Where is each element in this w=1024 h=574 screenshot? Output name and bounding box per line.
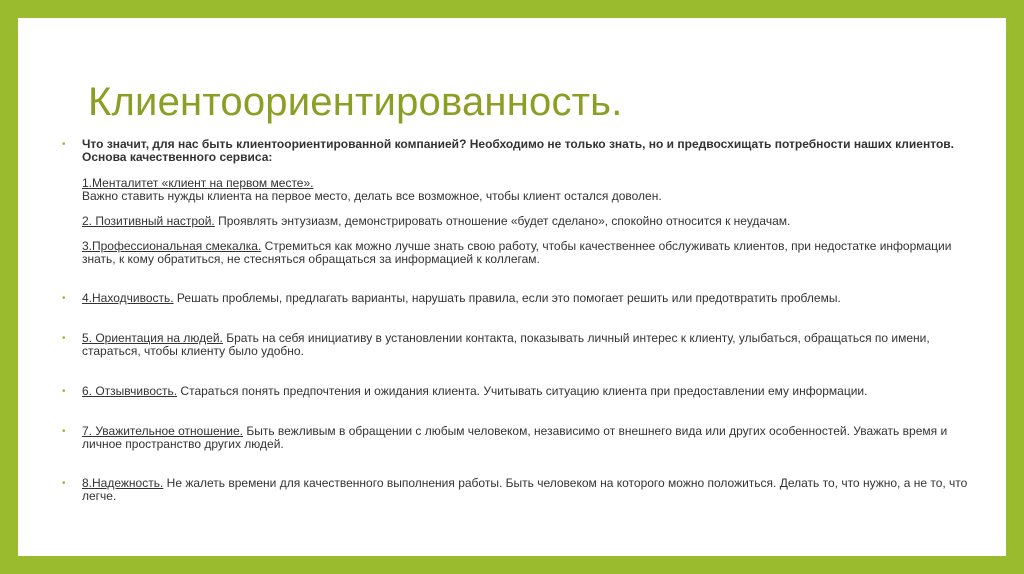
sub-item-head: 3.Профессиональная смекалка.	[82, 239, 262, 253]
item-body: Не жалеть времени для качественного выполнения работы. Быть человеком на которого можно положиться. Делать то, что нужно, а не то, что легче.	[82, 476, 968, 503]
sub-item-body: Стремиться как можно лучше знать свою работу, чтобы качественнее обслуживать клиентов, при недостатке информации знать, к кому обратиться, не стесняться обращаться за информацией к коллегам.	[82, 239, 952, 266]
sub-item-2	[82, 215, 982, 228]
sub-item-3	[82, 240, 982, 266]
item-head: 6. Отзывчивость.	[82, 384, 178, 398]
item-head: 8.Надежность.	[82, 476, 164, 490]
sub-item-1	[82, 177, 982, 203]
intro-question: Что значит, для нас быть клиентоориентированной компанией? Необходимо не только знать, но и предвосхищать потребности наших клиентов.	[82, 137, 954, 151]
list-item	[62, 332, 982, 358]
sub-item-body: Важно ставить нужды клиента на первое место, делать все возможное, чтобы клиент остался доволен.	[82, 189, 662, 203]
slide-title: Клиентоориентированность.	[88, 80, 623, 124]
bullet-icon: •	[62, 386, 66, 397]
item-head: 4.Находчивость.	[82, 291, 174, 305]
bullet-icon: •	[62, 426, 66, 437]
slide-content	[62, 120, 982, 503]
bullet-icon: •	[62, 139, 66, 150]
sub-item-head: 2. Позитивный настрой.	[82, 214, 215, 228]
item-body: Быть вежливым в обращении с любым человеком, независимо от внешнего вида или других особенностей. Уважать время и личное пространство других людей.	[82, 424, 948, 451]
item-head: 5. Ориентация на людей.	[82, 331, 223, 345]
intro-basis: Основа качественного сервиса:	[82, 150, 273, 164]
list-item	[62, 385, 982, 398]
list-item-intro	[62, 138, 982, 266]
sub-item-body: Проявлять энтузиазм, демонстрировать отношение «будет сделано», спокойно относится к неудачам.	[214, 214, 791, 228]
item-head: 7. Уважительное отношение.	[82, 424, 243, 438]
list-item	[62, 477, 982, 503]
bullet-icon: •	[62, 333, 66, 344]
item-body: Решать проблемы, предлагать варианты, нарушать правила, если это помогает решить или предотвратить проблемы.	[173, 291, 841, 305]
list-item	[62, 425, 982, 451]
list-item	[62, 292, 982, 305]
sub-item-head: 1.Менталитет «клиент на первом месте».	[82, 176, 314, 190]
item-body: Стараться понять предпочтения и ожидания клиента. Учитывать ситуацию клиента при предоставлении ему информации.	[177, 384, 868, 398]
bullet-icon: •	[62, 478, 66, 489]
bullet-icon: •	[62, 293, 66, 304]
item-body: Брать на себя инициативу в установлении контакта, показывать личный интерес к клиенту, улыбаться, обращаться по имени, стараться, чтобы клиенту было удобно.	[82, 331, 930, 358]
